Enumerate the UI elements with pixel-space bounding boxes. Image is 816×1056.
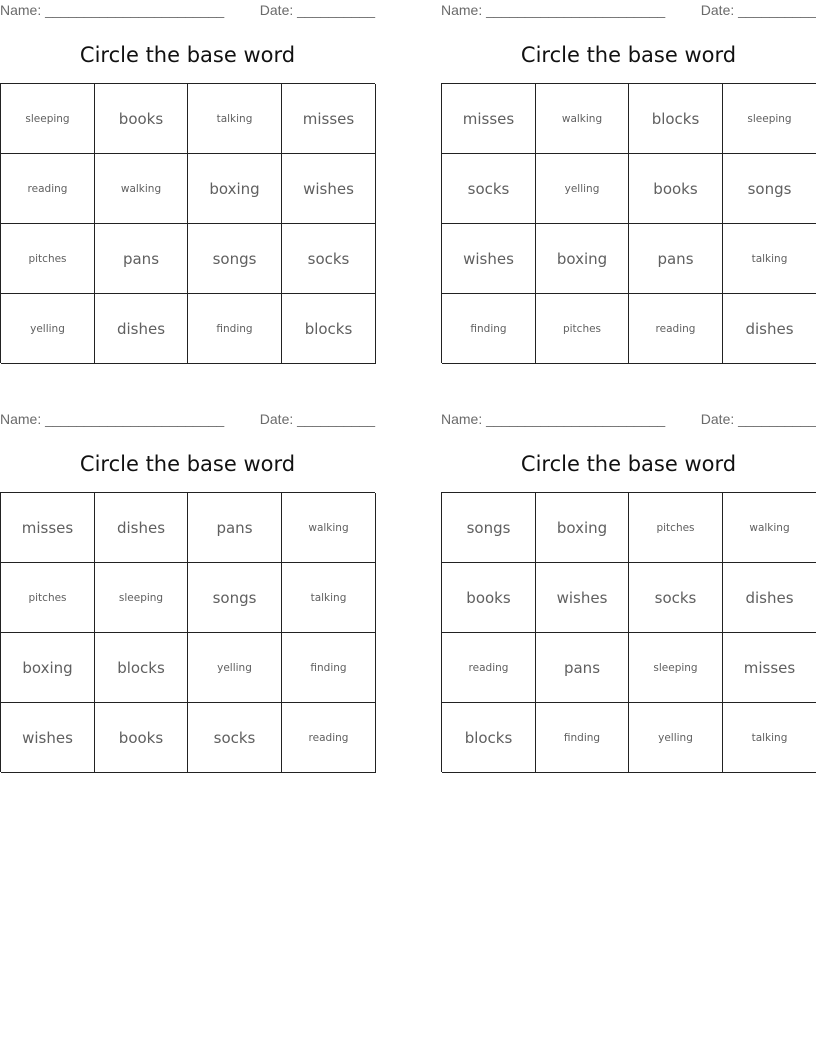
word-cell[interactable]: yelling: [1, 294, 95, 364]
worksheet-card-1: [0, 0, 375, 365]
word-cell[interactable]: pitches: [1, 563, 95, 633]
info-row: [0, 2, 375, 20]
name-field: Name: _______________________: [0, 2, 225, 18]
word-cell[interactable]: finding: [536, 703, 629, 773]
word-cell[interactable]: books: [629, 154, 723, 224]
word-cell[interactable]: boxing: [188, 154, 282, 224]
worksheet-title: Circle the base word: [79, 43, 296, 67]
word-cell[interactable]: talking: [282, 563, 376, 633]
word-cell[interactable]: books: [95, 84, 188, 154]
word-cell[interactable]: pans: [629, 224, 723, 294]
name-field: Name: _______________________: [0, 411, 225, 427]
word-cell[interactable]: pans: [95, 224, 188, 294]
word-cell[interactable]: misses: [282, 84, 376, 154]
word-cell[interactable]: dishes: [723, 294, 816, 364]
word-cell[interactable]: sleeping: [1, 84, 95, 154]
word-cell[interactable]: boxing: [1, 633, 95, 703]
word-cell[interactable]: books: [442, 563, 536, 633]
word-grid: [441, 492, 816, 772]
word-cell[interactable]: socks: [282, 224, 376, 294]
worksheet-title: Circle the base word: [520, 452, 737, 476]
word-cell[interactable]: walking: [536, 84, 629, 154]
word-cell[interactable]: misses: [1, 493, 95, 563]
word-cell[interactable]: dishes: [723, 563, 816, 633]
word-cell[interactable]: yelling: [188, 633, 282, 703]
worksheet-card-3: [0, 409, 375, 774]
word-cell[interactable]: talking: [188, 84, 282, 154]
word-cell[interactable]: pitches: [629, 493, 723, 563]
word-cell[interactable]: wishes: [442, 224, 536, 294]
word-cell[interactable]: yelling: [629, 703, 723, 773]
word-cell[interactable]: socks: [188, 703, 282, 773]
worksheet-title: Circle the base word: [79, 452, 296, 476]
info-row: [441, 411, 816, 429]
word-cell[interactable]: socks: [442, 154, 536, 224]
word-grid: [0, 492, 375, 772]
word-cell[interactable]: boxing: [536, 224, 629, 294]
word-cell[interactable]: talking: [723, 224, 816, 294]
word-cell[interactable]: sleeping: [95, 563, 188, 633]
word-cell[interactable]: blocks: [95, 633, 188, 703]
word-cell[interactable]: yelling: [536, 154, 629, 224]
word-grid: [0, 83, 375, 363]
word-grid: [441, 83, 816, 363]
word-cell[interactable]: finding: [442, 294, 536, 364]
word-cell[interactable]: finding: [282, 633, 376, 703]
word-cell[interactable]: sleeping: [629, 633, 723, 703]
worksheet-title: Circle the base word: [520, 43, 737, 67]
word-cell[interactable]: songs: [442, 493, 536, 563]
word-cell[interactable]: pans: [188, 493, 282, 563]
word-cell[interactable]: pitches: [1, 224, 95, 294]
word-cell[interactable]: walking: [282, 493, 376, 563]
word-cell[interactable]: wishes: [536, 563, 629, 633]
word-cell[interactable]: wishes: [282, 154, 376, 224]
word-cell[interactable]: finding: [188, 294, 282, 364]
word-cell[interactable]: dishes: [95, 493, 188, 563]
word-cell[interactable]: misses: [442, 84, 536, 154]
name-field: Name: _______________________: [441, 411, 666, 427]
word-cell[interactable]: blocks: [442, 703, 536, 773]
date-field: Date: __________: [700, 411, 816, 427]
word-cell[interactable]: sleeping: [723, 84, 816, 154]
name-field: Name: _______________________: [441, 2, 666, 18]
word-cell[interactable]: reading: [442, 633, 536, 703]
word-cell[interactable]: blocks: [282, 294, 376, 364]
word-cell[interactable]: songs: [188, 224, 282, 294]
word-cell[interactable]: boxing: [536, 493, 629, 563]
word-cell[interactable]: walking: [723, 493, 816, 563]
word-cell[interactable]: wishes: [1, 703, 95, 773]
word-cell[interactable]: pans: [536, 633, 629, 703]
word-cell[interactable]: talking: [723, 703, 816, 773]
date-field: Date: __________: [259, 2, 375, 18]
word-cell[interactable]: books: [95, 703, 188, 773]
word-cell[interactable]: walking: [95, 154, 188, 224]
date-field: Date: __________: [259, 411, 375, 427]
worksheet-card-2: [441, 0, 816, 365]
date-field: Date: __________: [700, 2, 816, 18]
word-cell[interactable]: misses: [723, 633, 816, 703]
word-cell[interactable]: socks: [629, 563, 723, 633]
word-cell[interactable]: reading: [282, 703, 376, 773]
word-cell[interactable]: reading: [629, 294, 723, 364]
word-cell[interactable]: reading: [1, 154, 95, 224]
word-cell[interactable]: blocks: [629, 84, 723, 154]
worksheet-card-4: [441, 409, 816, 774]
word-cell[interactable]: pitches: [536, 294, 629, 364]
info-row: [441, 2, 816, 20]
word-cell[interactable]: songs: [723, 154, 816, 224]
word-cell[interactable]: songs: [188, 563, 282, 633]
word-cell[interactable]: dishes: [95, 294, 188, 364]
info-row: [0, 411, 375, 429]
